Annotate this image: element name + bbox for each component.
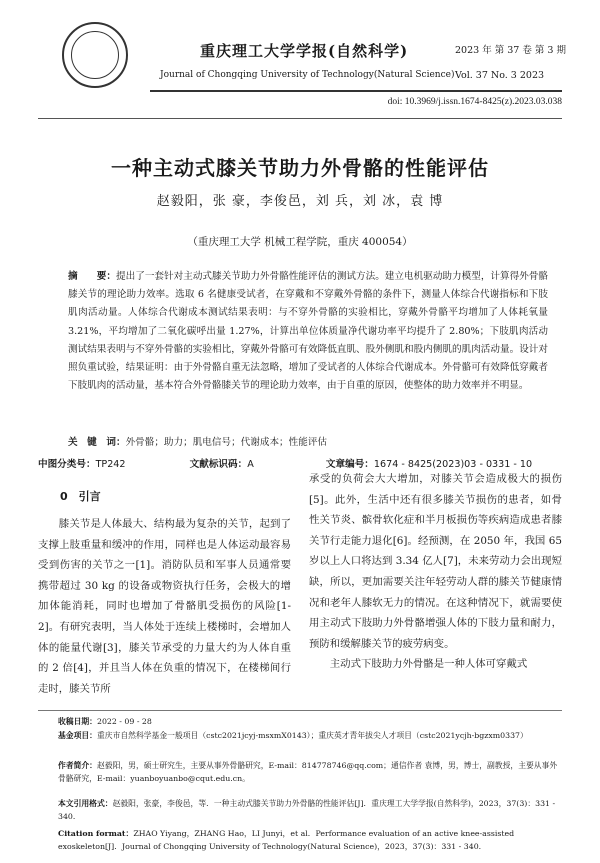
author-label: 作者简介：	[58, 761, 97, 770]
keywords-text: 外骨骼；助力；肌电信号；代谢成本；性能评估	[125, 437, 328, 448]
abstract	[68, 268, 548, 395]
doi: doi: 10.3969/j.issn.1674-8425(z).2023.03.038	[387, 97, 562, 107]
body-paragraph: 承受的负荷会大大增加，对膝关节会造成极大的损伤[5]。此外，生活中还有很多膝关节损伤的患者，如骨性关节炎、髌骨软化症和半月板损伤等疾病造成患者膝关节行走能力退化[6]。经预测，在 2050 年，我国 65 岁以上人口将达到 3.34 亿人[7]，未来劳动力会出现短缺，所以，更加需要关注年轻劳动人群的膝关节健康情况和老年人膝软无力的情况。在这种情况下，就需要使用主动式下肢助力外骨骼增强人体的下肢力量和耐力，预防和缓解膝关节的疲劳病变。	[309, 473, 562, 650]
footnote-received	[58, 716, 562, 729]
header-rule	[150, 90, 562, 92]
cite-cn-text: 赵毅阳，张豪，李俊邑，等．一种主动式膝关节助力外骨骼的性能评估[J]．重庆理工大学学报(自然科学)，2023，37(3)：331 - 340．	[58, 799, 556, 821]
keywords	[68, 434, 548, 448]
fund-text: 重庆市自然科学基金一般项目（cstc2021jcyj-msxmX0143）；重庆英才青年拔尖人才项目（cstc2021ycjh-bgzxm0337）	[96, 731, 528, 740]
header-divider	[38, 118, 562, 119]
body-paragraph: 主动式下肢助力外骨骼是一种人体可穿戴式	[329, 658, 528, 671]
doccode-value: A	[247, 459, 254, 470]
doccode-label: 文献标识码：	[189, 459, 248, 470]
clc-label: 中图分类号：	[38, 459, 96, 470]
clc-value: TP242	[95, 459, 126, 470]
footnote-author	[58, 760, 562, 785]
journal-title-en: Journal of Chongqing University of Technology(Natural Science)	[160, 70, 455, 80]
received-date: 2022 - 09 - 28	[96, 717, 152, 726]
footnote-cite-cn	[58, 798, 562, 823]
keywords-label: 关 键 词：	[68, 437, 126, 448]
abstract-text: 提出了一套针对主动式膝关节助力外骨骼性能评估的测试方法。建立电机驱动助力模型，计算得外骨骼膝关节的理论助力效率。选取 6 名健康受试者，在穿戴和不穿戴外骨骼的条件下，测量人体综合代谢指标和下肢肌肉活动量。人体综合代谢成本测试结果表明：与不穿外骨骼的实验相比，穿戴外骨骼平均增加了人体耗氧量 3.21%，平均增加了二氧化碳呼出量 1.27%，计算出单位体质量净代谢功率平均提升了 2.80%；下肢肌肉活动测试结果表明与不穿外骨骼的实验相比，穿戴外骨骼可有效降低直肌、股外侧肌和股内侧肌的肌肉活动量。设计对照负重试验，结果证明：由于外骨骼自重无法忽略，增加了受试者的人体综合代谢成本。外骨骼可有效降低穿戴者下肢肌肉的活动量，基本符合外骨骼膝关节的理论助力效率，由于自重的原因，使整体的助力效率并不明显。	[68, 271, 549, 392]
cite-en-text: ZHAO Yiyang，ZHANG Hao，LI Junyi，et al．Performance evaluation of an active knee-assisted exoskeleton[J]．Journal of Chongqing University of Technology(Natural Science)，2023，37(3)：331 - 340.	[58, 829, 515, 851]
received-label: 收稿日期：	[58, 717, 97, 726]
issue-info-en: Vol. 37 No. 3 2023	[455, 70, 545, 81]
section-heading-intro: 0 引言	[60, 490, 101, 503]
abstract-label: 摘 要：	[68, 271, 117, 282]
body-paragraph: 膝关节是人体最大、结构最为复杂的关节，起到了支撑上肢重量和缓冲的作用，同样也是人体运动最容易受到伤害的关节之一[1]。消防队员和军事人员通常要携带超过 30 kg 的设备或物资执行任务，会极大的增加体能消耗，同时也增加了骨骼肌受损伤的风险[1-2]。有研究表明，当人体处于连续上楼梯时，会增加人体的能量代谢[3]，膝关节承受的力量大约为人体自重的 2 倍[4]，并且当人体在负重的情况下，在楼梯间行走时，膝关节所	[38, 518, 291, 695]
classification-line	[38, 456, 562, 470]
body-column-right	[309, 469, 562, 675]
footnote-cite-en	[58, 828, 562, 853]
fund-label: 基金项目：	[58, 731, 97, 740]
articleno-label: 文章编号：	[325, 459, 374, 470]
body-column-left	[38, 514, 291, 699]
university-logo	[62, 22, 128, 88]
logo-seal	[71, 31, 119, 79]
paper-affiliation: （重庆理工大学 机械工程学院，重庆 400054）	[187, 236, 413, 248]
paper-title: 一种主动式膝关节助力外骨骼的性能评估	[111, 156, 489, 180]
footnote-rule	[38, 710, 562, 711]
articleno-value: 1674 - 8425(2023)03 - 0331 - 10	[373, 459, 533, 470]
journal-title-cn: 重庆理工大学学报(自然科学)	[200, 42, 409, 60]
author-text: 赵毅阳，男，硕士研究生，主要从事外骨骼研究，E-mail：814778746@qq.com；通信作者 袁博，男，博士，副教授，主要从事外骨骼研究，E-mail：yuanboyuanbo@cqut.edu.cn。	[58, 761, 558, 783]
cite-cn-label: 本文引用格式：	[58, 799, 113, 808]
paper-authors: 赵毅阳，张 豪，李俊邑，刘 兵，刘 冰，袁 博	[156, 194, 444, 209]
cite-en-label: Citation format：	[58, 829, 134, 838]
footnote-fund	[58, 730, 562, 743]
issue-info-cn: 2023 年 第 37 卷 第 3 期	[455, 45, 566, 56]
